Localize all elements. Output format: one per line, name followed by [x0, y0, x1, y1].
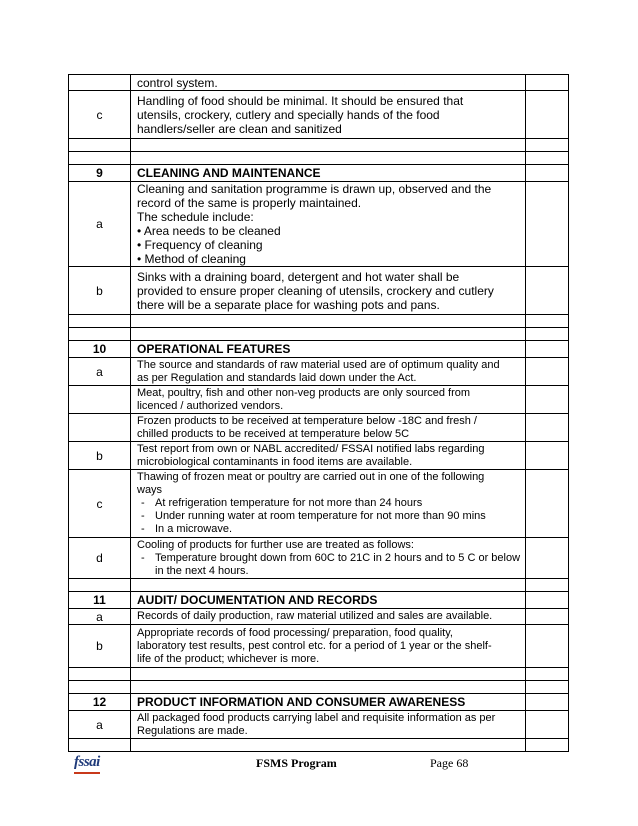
table-row: [69, 91, 569, 139]
ref-cell: d: [69, 538, 131, 579]
ref-cell: b: [69, 625, 131, 668]
section-row: [69, 694, 569, 711]
section-number: 11: [69, 592, 131, 609]
ref-cell: a: [69, 711, 131, 739]
remarks-cell: [526, 182, 569, 267]
description-line: life of the product; whichever is more.: [137, 652, 320, 665]
sub-item: [137, 552, 523, 578]
ref-cell: a: [69, 609, 131, 625]
table-row: [69, 75, 569, 91]
sub-item-text: In a microwave.: [155, 523, 233, 535]
remarks-cell: [526, 711, 569, 739]
description-line: record of the same is properly maintained.: [137, 196, 362, 210]
blank-row: [69, 681, 569, 694]
table-row: [69, 414, 569, 442]
ref-cell: a: [69, 358, 131, 386]
description-line: microbiological contaminants in food items are available.: [137, 455, 413, 468]
remarks-cell: [526, 386, 569, 414]
remarks-cell: [526, 694, 569, 711]
table-row: [69, 386, 569, 414]
description-cell: [131, 267, 526, 315]
table-row: [69, 470, 569, 538]
ref-cell: [69, 414, 131, 442]
description-line: Test report from own or NABL accredited/ FSSAI notified labs regarding: [137, 442, 485, 455]
table-row: [69, 358, 569, 386]
sub-item: [137, 497, 523, 510]
sub-item-text: Temperature brought down from 60C to 21C in 2 hours and to 5 C or below in the next 4 hours.: [155, 551, 521, 577]
description-line: as per Regulation and standards laid down under the Act.: [137, 371, 417, 384]
description-line: Cleaning and sanitation programme is drawn up, observed and the: [137, 182, 492, 196]
description-line: Meat, poultry, fish and other non-veg products are only sourced from: [137, 386, 471, 399]
table-row: [69, 625, 569, 668]
checklist-table: [68, 74, 569, 752]
remarks-cell: [526, 358, 569, 386]
blank-row: [69, 668, 569, 681]
dash-marker: -: [141, 497, 145, 509]
remarks-cell: [526, 470, 569, 538]
bullet-item: • Area needs to be cleaned: [137, 224, 281, 238]
description-cell: [131, 442, 526, 470]
description-cell: [131, 609, 526, 625]
description-line: The schedule include:: [137, 210, 254, 224]
table-row: [69, 442, 569, 470]
table-row: [69, 267, 569, 315]
blank-row: [69, 328, 569, 341]
remarks-cell: [526, 538, 569, 579]
remarks-cell: [526, 91, 569, 139]
remarks-cell: [526, 609, 569, 625]
description-line: Thawing of frozen meat or poultry are carried out in one of the following: [137, 471, 485, 483]
blank-row: [69, 152, 569, 165]
ref-cell: b: [69, 442, 131, 470]
remarks-cell: [526, 592, 569, 609]
blank-row: [69, 139, 569, 152]
description-cell: [131, 414, 526, 442]
section-row: [69, 165, 569, 182]
table-row: [69, 609, 569, 625]
blank-row: [69, 579, 569, 592]
page-footer: [74, 756, 564, 776]
description-cell: [131, 358, 526, 386]
remarks-cell: [526, 414, 569, 442]
description-cell: [131, 182, 526, 267]
description-line: Cooling of products for further use are treated as follows:: [137, 538, 414, 551]
section-number: 12: [69, 694, 131, 711]
section-title: CLEANING AND MAINTENANCE: [131, 165, 526, 182]
description-line: Regulations are made.: [137, 724, 248, 737]
description-cell: [131, 538, 526, 579]
page-number: Page 68: [430, 756, 469, 770]
bullet-item: • Frequency of cleaning: [137, 238, 263, 252]
description-line: laboratory test results, pest control etc. for a period of 1 year or the shelf-: [137, 639, 492, 652]
remarks-cell: [526, 267, 569, 315]
description-line: Appropriate records of food processing/ preparation, food quality,: [137, 626, 453, 639]
dash-marker: -: [141, 551, 145, 564]
description-line: utensils, crockery, cutlery and specially hands of the food: [137, 107, 440, 122]
blank-row: [69, 739, 569, 752]
description-line: licenced / authorized vendors.: [137, 399, 284, 412]
remarks-cell: [526, 625, 569, 668]
description-cell: [131, 711, 526, 739]
dash-marker: -: [141, 510, 145, 522]
section-row: [69, 592, 569, 609]
ref-cell: c: [69, 470, 131, 538]
description-cell: [131, 386, 526, 414]
footer-program: FSMS Program: [256, 756, 337, 770]
fssai-logo: [74, 754, 100, 771]
description-line: there will be a separate place for washing pots and pans.: [137, 297, 440, 312]
ref-cell: c: [69, 91, 131, 139]
description-line: Sinks with a draining board, detergent and hot water shall be: [137, 269, 460, 284]
section-title: AUDIT/ DOCUMENTATION AND RECORDS: [131, 592, 526, 609]
sub-item-text: Under running water at room temperature for not more than 90 mins: [155, 510, 486, 522]
remarks-cell: [526, 341, 569, 358]
description-line: Frozen products to be received at temperature below -18C and fresh /: [137, 414, 477, 427]
sub-item: [137, 510, 523, 523]
sub-item: [137, 523, 523, 536]
description-line: All packaged food products carrying label and requisite information as per: [137, 711, 496, 724]
description-line: provided to ensure proper cleaning of utensils, crockery and cutlery: [137, 283, 494, 298]
logo-underline: [74, 772, 100, 774]
section-row: [69, 341, 569, 358]
bullet-item: • Method of cleaning: [137, 252, 246, 266]
ref-cell: a: [69, 182, 131, 267]
ref-cell: [69, 75, 131, 91]
description-line: Records of daily production, raw material utilized and sales are available.: [137, 610, 493, 622]
section-title: OPERATIONAL FEATURES: [131, 341, 526, 358]
description-line: chilled products to be received at temperature below 5C: [137, 427, 410, 440]
section-title: PRODUCT INFORMATION AND CONSUMER AWARENESS: [131, 694, 526, 711]
table-row: [69, 538, 569, 579]
description-line: The source and standards of raw material used are of optimum quality and: [137, 358, 500, 371]
description-line: control system.: [137, 75, 218, 90]
dash-marker: -: [141, 523, 145, 535]
description-cell: [131, 470, 526, 538]
remarks-cell: [526, 75, 569, 91]
table-row: [69, 182, 569, 267]
section-number: 9: [69, 165, 131, 182]
ref-cell: b: [69, 267, 131, 315]
remarks-cell: [526, 442, 569, 470]
remarks-cell: [526, 165, 569, 182]
ref-cell: [69, 386, 131, 414]
description-cell: [131, 91, 526, 139]
description-line: handlers/seller are clean and sanitized: [137, 121, 342, 136]
section-number: 10: [69, 341, 131, 358]
description-line: Handling of food should be minimal. It should be ensured that: [137, 93, 464, 108]
sub-item-text: At refrigeration temperature for not more than 24 hours: [155, 497, 423, 509]
description-line: ways: [137, 484, 163, 496]
description-cell: [131, 625, 526, 668]
table-row: [69, 711, 569, 739]
blank-row: [69, 315, 569, 328]
fssai-logo-text: fssai: [74, 754, 100, 770]
description-cell: [131, 75, 526, 91]
